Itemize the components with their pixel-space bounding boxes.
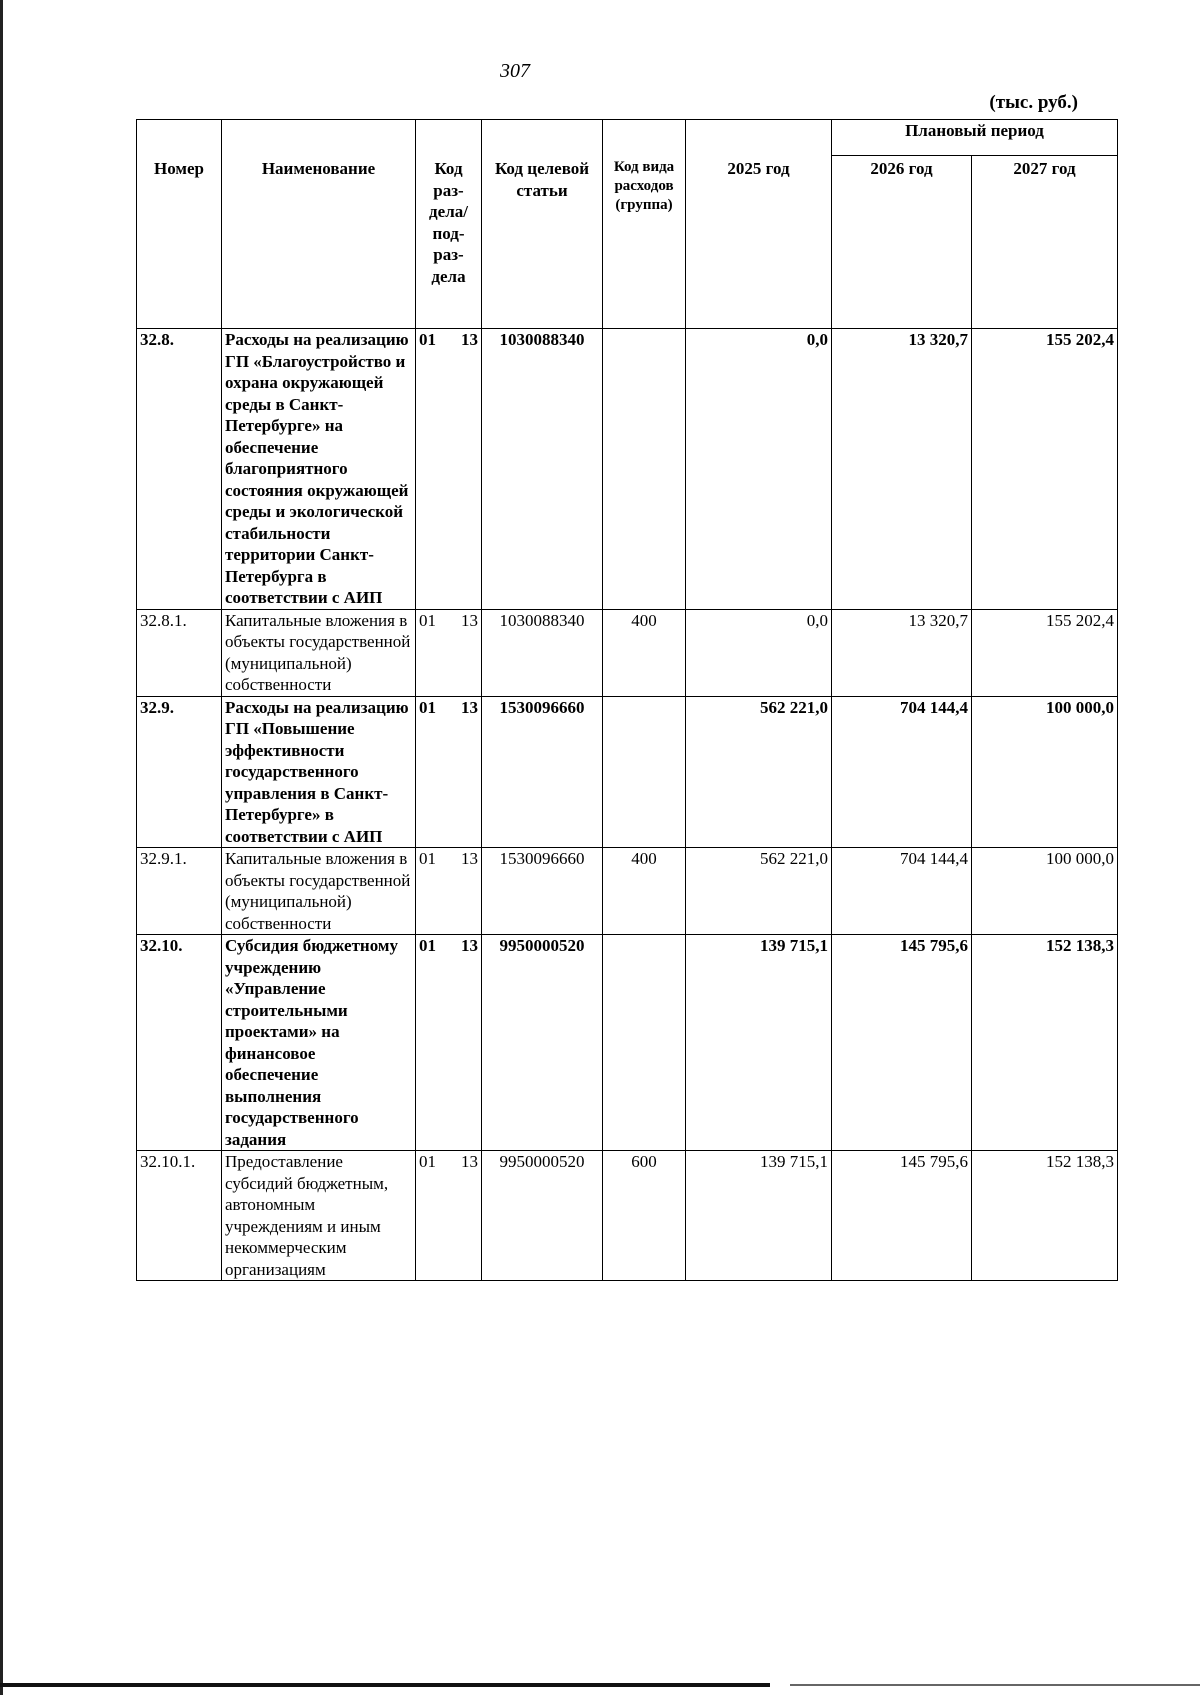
table-row [137,329,1118,610]
row-amount-2027: 152 138,3 [972,1151,1118,1281]
subsection-code: 13 [461,610,478,630]
row-amount-2027: 155 202,4 [972,609,1118,696]
row-number: 32.10. [137,935,222,1151]
scan-bottom-edge-right [790,1684,1200,1686]
row-amount-2027: 155 202,4 [972,329,1118,610]
row-number: 32.9.1. [137,848,222,935]
table-row [137,935,1118,1151]
subsection-code: 13 [461,849,478,868]
table-row [137,696,1118,848]
subsection-code: 13 [461,1152,478,1171]
row-name: Предоставление субсидий бюджетным, автономным учреждениям и иным некоммерческим организациям [222,1151,416,1281]
row-expense-kind [603,696,686,848]
row-target-code: 1530096660 [482,848,603,935]
header-2027: 2027 год [972,156,1118,329]
row-expense-kind [603,935,686,1151]
row-amount-2026: 145 795,6 [832,935,972,1151]
scan-left-edge [0,0,3,1695]
row-name: Капитальные вложения в объекты государственной (муниципальной) собственности [222,848,416,935]
header-2025: 2025 год [686,120,832,329]
section-code: 01 [419,330,436,349]
row-amount-2026: 704 144,4 [832,696,972,848]
subsection-code: 13 [461,936,478,955]
row-amount-2027: 100 000,0 [972,696,1118,848]
row-target-code: 1030088340 [482,329,603,610]
row-target-code: 9950000520 [482,935,603,1151]
row-number: 32.8. [137,329,222,610]
row-name: Расходы на реализацию ГП «Повышение эффективности государственного управления в Санкт-Петербурге» в соответствии с АИП [222,696,416,848]
row-number: 32.8.1. [137,609,222,696]
row-target-code: 1030088340 [482,609,603,696]
row-section-code [416,329,482,610]
row-amount-2026: 145 795,6 [832,1151,972,1281]
row-name: Субсидия бюджетному учреждению «Управление строительными проектами» на финансовое обеспечение выполнения государственного задания [222,935,416,1151]
subsection-code: 13 [461,330,478,349]
section-code: 01 [419,1152,436,1171]
row-target-code: 9950000520 [482,1151,603,1281]
header-target-code: Код целевой статьи [482,120,603,329]
subsection-code: 13 [461,697,478,717]
table-body [137,329,1118,1281]
row-amount-2026: 704 144,4 [832,848,972,935]
header-number: Номер [137,120,222,329]
row-section-code [416,609,482,696]
header-planned-period: Плановый период [832,120,1118,156]
header-expense-kind: Код вида расходов (группа) [603,120,686,329]
row-expense-kind [603,329,686,610]
row-name: Капитальные вложения в объекты государственной (муниципальной) собственности [222,609,416,696]
row-amount-2025: 562 221,0 [686,696,832,848]
budget-table [136,119,1118,1281]
page-number: 307 [500,60,530,82]
row-amount-2025: 139 715,1 [686,935,832,1151]
row-amount-2026: 13 320,7 [832,329,972,610]
row-amount-2025: 562 221,0 [686,848,832,935]
row-name: Расходы на реализацию ГП «Благоустройство и охрана окружающей среды в Санкт-Петербурге» на обеспечение благоприятного состояния окружающей среды и экологической стабильности территории Санкт-Петербурга в соответствии с АИП [222,329,416,610]
row-number: 32.10.1. [137,1151,222,1281]
row-section-code [416,696,482,848]
row-amount-2025: 0,0 [686,609,832,696]
row-expense-kind: 400 [603,848,686,935]
section-code: 01 [419,849,436,868]
row-amount-2026: 13 320,7 [832,609,972,696]
table-row [137,1151,1118,1281]
row-section-code [416,848,482,935]
row-amount-2027: 152 138,3 [972,935,1118,1151]
row-target-code: 1530096660 [482,696,603,848]
header-name: Наименование [222,120,416,329]
header-row-top [137,120,1118,156]
header-2026: 2026 год [832,156,972,329]
row-amount-2025: 139 715,1 [686,1151,832,1281]
row-amount-2027: 100 000,0 [972,848,1118,935]
row-section-code [416,935,482,1151]
section-code: 01 [419,610,436,630]
row-section-code [416,1151,482,1281]
scan-bottom-edge [0,1683,770,1687]
row-expense-kind: 600 [603,1151,686,1281]
table-row [137,848,1118,935]
row-expense-kind: 400 [603,609,686,696]
table-row [137,609,1118,696]
section-code: 01 [419,697,436,717]
row-number: 32.9. [137,696,222,848]
units-label: (тыс. руб.) [989,92,1078,113]
section-code: 01 [419,936,436,955]
row-amount-2025: 0,0 [686,329,832,610]
header-section-code: Код раз-дела/ под-раз-дела [416,120,482,329]
